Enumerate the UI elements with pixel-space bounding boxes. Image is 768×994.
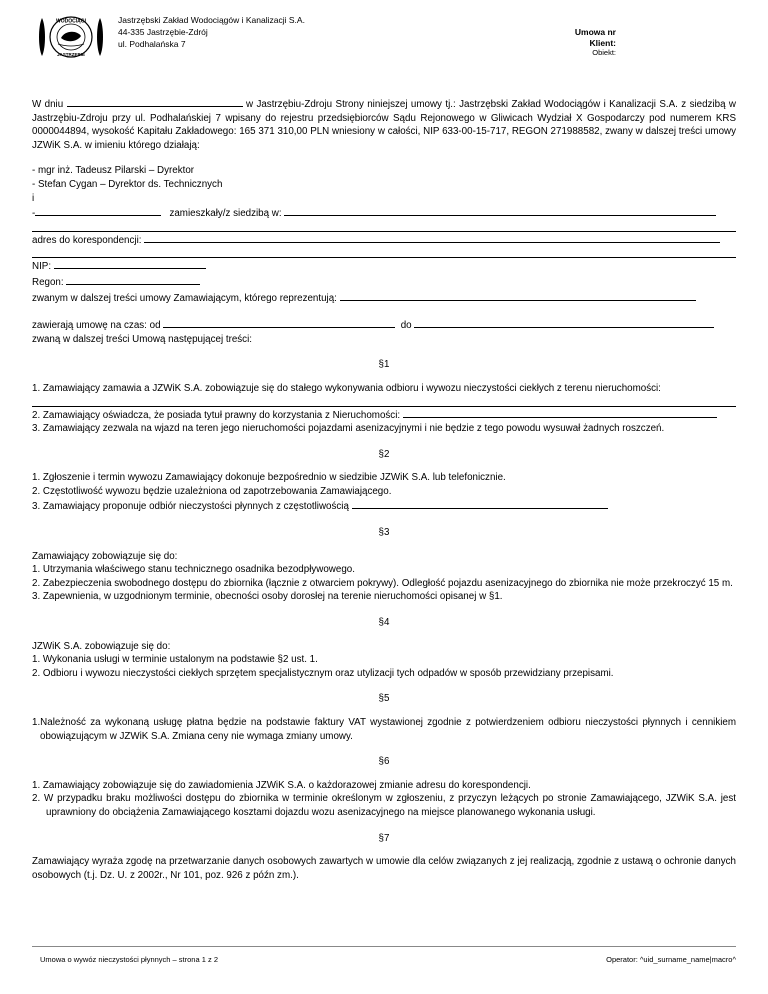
frequency-field[interactable] (352, 498, 608, 509)
page-header (0, 0, 768, 70)
s1-item-2-row: 2. Zamawiający oświadcza, że posiada tytuł prawny do korzystania z Nieruchomości: (32, 407, 736, 423)
section-6-title: §6 (378, 756, 390, 768)
s7-paragraph: Zamawiający wyraża zgodę na przetwarzanie danych osobowych zawartych w umowie dla celów związanych z jej realizacją, zgodnie z ustawą o ochronie danych osobowych (t.j. Dz. U. z 2002r., Nr 101, poz. 926 z późn zm.). (32, 856, 736, 881)
correspondence-row: adres do korespondencji: (32, 232, 736, 248)
footer-page-info: Umowa o wywóz nieczystości płynnych – strona 1 z 2 (40, 955, 218, 964)
client-seat-field[interactable] (284, 205, 716, 216)
company-logo (36, 12, 106, 62)
s4-item-1: 1. Wykonania usługi w terminie ustalonym na podstawie §2 ust. 1. (32, 654, 318, 666)
contract-number-label: Umowa nr (574, 27, 616, 37)
client-name-row: - zamieszkały/z siedzibą w: (32, 205, 736, 221)
term-named: zwaną w dalszej treści Umową następującej treści: (32, 333, 252, 345)
term-to-field[interactable] (414, 317, 714, 328)
section-1-title: §1 (378, 359, 390, 371)
nip-field[interactable] (54, 258, 206, 269)
logo-text-top: WODOCIĄGI (56, 18, 86, 25)
representative-2: - Stefan Cygan – Dyrektor ds. Technicznych (32, 178, 223, 190)
s2-item-1: 1. Zgłoszenie i termin wywozu Zamawiający dokonuje bezpośrednio w siedzibie JZWiK S.A. lub telefonicznie. (32, 472, 506, 484)
object-label: Obiekt: (592, 48, 616, 57)
client-label: Klient: (589, 37, 616, 48)
regon-field[interactable] (66, 274, 200, 285)
section-7-title: §7 (378, 832, 390, 844)
s3-item-1: 1. Utrzymania właściwego stanu technicznego osadnika bezodpływowego. (32, 564, 355, 576)
s4-item-2: 2. Odbioru i wywozu nieczystości ciekłych sprzętem specjalistycznym oraz utylizacji tych odpadów w sposób przewidziany przepisami. (32, 667, 614, 679)
term-row: zawierają umowę na czas: od do (32, 317, 736, 333)
intro-paragraph: W dniu w Jastrzębiu-Zdroju Strony niniejszej umowy tj.: Jastrzębski Zakład Wodociągów i Kanalizacji S.A. z siedzibą w Jastrzębiu-Zdroju przy ul. Podhalańskiej 7 wpisany do rejestru przedsiębiorców Sądu Rejonowego w Gliwicach Wydział X Gospodarczy pod numerem KRS 0000044894, wysokość Kapitału Zakładowego: 165 371 310,00 PLN wniesiony w całości, NIP 633-00-15-717, REGON 271988582, zwany w dalszej treści umowy JZWiK S.A. w imieniu którego działają: (32, 96, 736, 152)
section-3-title: §3 (378, 527, 390, 539)
s2-item-2: 2. Częstotliwość wywozu będzie uzależniona od zapotrzebowania Zamawiającego. (32, 485, 392, 497)
company-street: ul. Podhalańska 7 (118, 39, 186, 49)
s6-item-1: 1. Zamawiający zobowiązuje się do zawiadomienia JZWiK S.A. o każdorazowej zmianie adresu do korespondencji. (32, 779, 531, 791)
footer-operator: Operator: ^uid_surname_name|macro^ (606, 955, 736, 964)
section-4-title: §4 (378, 617, 390, 629)
company-name: Jastrzębski Zakład Wodociągów i Kanalizacji S.A. (118, 15, 305, 25)
correspondence-field-2[interactable] (32, 245, 736, 258)
company-info (118, 14, 305, 50)
s3-item-3: 3. Zapewnienia, w uzgodnionym terminie, obecności osoby dorosłej na terenie nieruchomości opisanej w §1. (32, 591, 503, 603)
section-2-title: §2 (378, 448, 390, 460)
correspondence-field[interactable] (144, 232, 720, 243)
nip-row: NIP: (32, 258, 736, 274)
s6-item-2: 2. W przypadku braku możliwości dostępu do zbiornika w terminie określonym w zgłoszeniu, z przyczyn leżących po stronie Zamawiającego, JZWiK S.A. jest uprawniony do obciążenia Zamawiającego kosztami dojazdu wozu asenizacyjnego na miejsce planowanego wykonania usługi. (32, 793, 736, 818)
representative-1: - mgr inż. Tadeusz Pilarski – Dyrektor (32, 165, 195, 177)
legal-title-field[interactable] (403, 407, 717, 418)
s3-item-2: 2. Zabezpieczenia swobodnego dostępu do zbiornika (łącznie z otwarciem pokrywy). Odległość pojazdu asenizacyjnego do zbiornika nie może przekroczyć 15 m. (32, 577, 733, 589)
footer-divider (32, 946, 736, 947)
ordering-party-row: zwanym w dalszej treści umowy Zamawiającym, którego reprezentują: (32, 290, 736, 306)
s2-item-3-row: 3. Zamawiający proponuje odbiór nieczystości płynnych z częstotliwością (32, 498, 736, 514)
s3-lead: Zamawiający zobowiązuje się do: (32, 550, 178, 562)
company-address: 44-335 Jastrzębie-Zdrój (118, 27, 208, 37)
contract-info (575, 27, 616, 59)
logo-text-bottom: JASTRZĘBIE (56, 52, 86, 57)
s1-item-3: 3. Zamawiający zezwala na wjazd na teren jego nieruchomości pojazdami asenizacyjnymi i nie będzie z tego powodu wysuwał żadnych roszczeń. (32, 423, 665, 435)
client-name-field[interactable] (35, 205, 161, 216)
conjunction: i (32, 192, 35, 204)
regon-row: Regon: (32, 274, 736, 290)
s4-lead: JZWiK S.A. zobowiązuje się do: (32, 640, 171, 652)
section-5-title: §5 (378, 693, 390, 705)
contract-body (32, 96, 736, 882)
s1-item-1: 1. Zamawiający zamawia a JZWiK S.A. zobowiązuje się do stałego wykonywania odbioru i wywozu nieczystości ciekłych z terenu nieruchomości: (32, 382, 661, 394)
date-field[interactable] (67, 96, 243, 107)
s5-item-1: 1.Należność za wykonaną usługę płatna będzie na podstawie faktury VAT wystawionej zgodnie z potwierdzeniem odbioru nieczystości płynnych i cennikiem obowiązującym w JZWiK S.A. Zmiana ceny nie wymaga zmiany umowy. (32, 717, 736, 742)
representatives-field[interactable] (340, 290, 696, 301)
term-from-field[interactable] (163, 317, 395, 328)
